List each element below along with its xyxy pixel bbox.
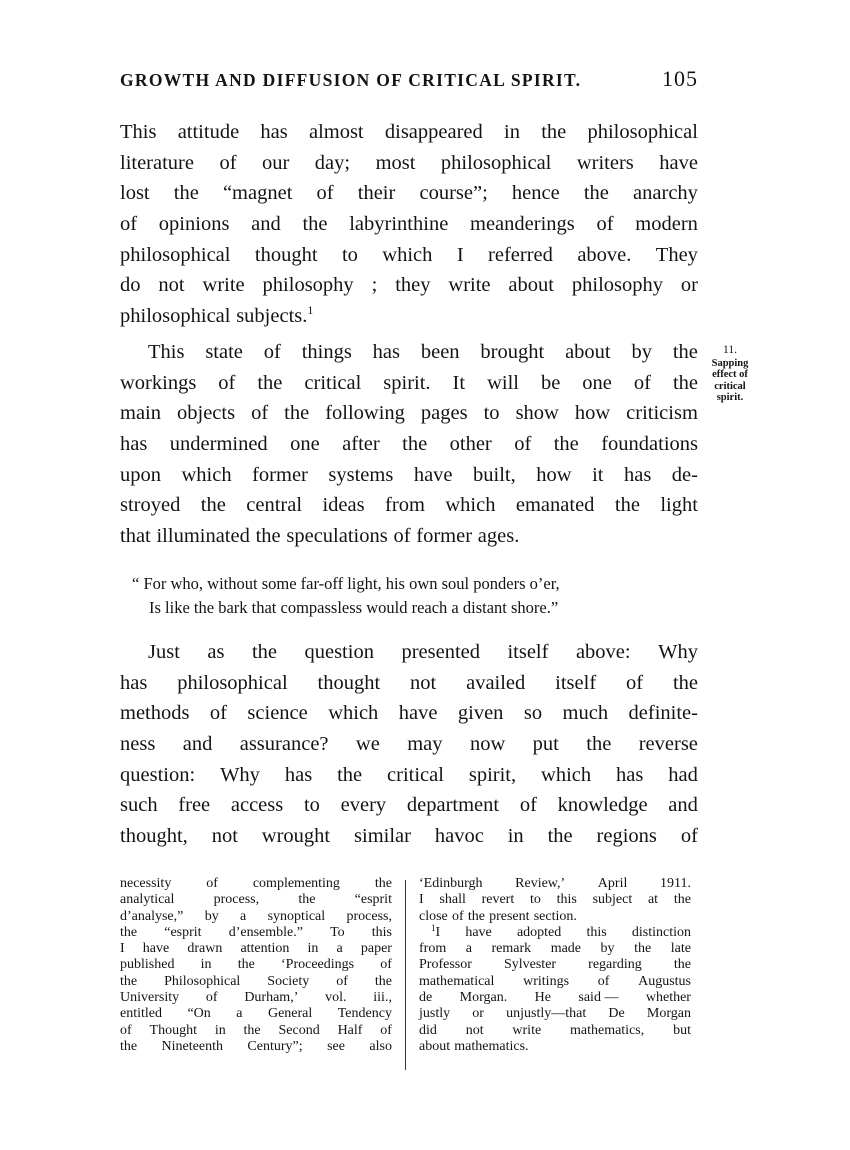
page-number: 105 (662, 66, 698, 91)
body-text-line: such free access to every department of knowledge and (120, 794, 698, 817)
body-text-line: has philosophical thought not availed itself of the (120, 671, 698, 694)
footnote-line: of Thought in the Second Half of (120, 1022, 392, 1038)
footnote-line: mathematical writings of Augustus (419, 973, 691, 989)
footnote-left-column (120, 876, 392, 1055)
verse-line-1: “ For who, without some far-off light, his own soul ponders o’er, (132, 574, 560, 593)
footnote-line: Professor Sylvester regarding the (419, 957, 691, 973)
footnote-line: $^1$I have adopted this distinction (431, 922, 691, 940)
margin-note-number: 11. (723, 344, 737, 356)
body-text-line: philosophical thought to which I referred above. They (120, 243, 698, 266)
body-text-line: that illuminated the speculations of former ages. (120, 525, 520, 548)
body-text-line: methods of science which have given so much definite- (120, 702, 698, 725)
body-text-line: has undermined one after the other of the foundations (120, 433, 698, 456)
body-text-line: lost the “magnet of their course”; hence the anarchy (120, 182, 698, 205)
body-text-line: stroyed the central ideas from which emanated the light (120, 494, 698, 517)
footnote-right-column (419, 876, 691, 1055)
margin-note-line: effect of (712, 369, 748, 381)
footnote-marker: 1 (431, 922, 436, 933)
footnote-line: analytical process, the “esprit (120, 892, 392, 908)
footnote-line: published in the ‘Proceedings of (120, 957, 392, 973)
footnote-line: about mathematics. (419, 1038, 529, 1054)
body-text-line: do not write philosophy ; they write about philosophy or (120, 274, 698, 297)
body-text-line: main objects of the following pages to show how criticism (120, 402, 698, 425)
footnote-line: the “esprit d’ensemble.” To this (120, 924, 392, 940)
footnote-line: justly or unjustly—that De Morgan (419, 1006, 691, 1022)
paragraph-3 (120, 637, 698, 852)
footnote-line: entitled “On a General Tendency (120, 1006, 392, 1022)
footnote-line: ‘Edinburgh Review,’ April 1911. (419, 876, 691, 891)
body-text-line: question: Why has the critical spirit, which has had (120, 763, 698, 786)
footnote-line: University of Durham,’ vol. iii., (120, 990, 392, 1006)
margin-note-text (701, 358, 759, 404)
running-header (120, 66, 698, 98)
footnote-marker: 1 (307, 303, 314, 318)
verse-line-2: Is like the bark that compassless would reach a distant shore.” (149, 598, 559, 617)
body-text-line: thought, not wrought similar havoc in the regions of (120, 825, 698, 848)
paragraph-1 (120, 117, 698, 332)
body-text-line: ness and assurance? we may now put the reverse (120, 733, 698, 756)
footnote-line: de Morgan. He said — whether (419, 990, 691, 1006)
body-text-line: This state of things has been brought about by the (148, 341, 698, 363)
margin-note-line: critical (714, 380, 746, 392)
footnote-line: d’analyse,” by a synoptical process, (120, 908, 392, 924)
body-text-line: upon which former systems have built, how it has de- (120, 463, 698, 486)
body-text-line: This attitude has almost disappeared in the philosophical (120, 121, 698, 143)
margin-note-line: spirit. (716, 392, 744, 404)
paragraph-2 (120, 337, 698, 552)
running-title: GROWTH AND DIFFUSION OF CRITICAL SPIRIT. (120, 70, 582, 90)
footnote-line: I shall revert to this subject at the (419, 892, 691, 908)
footnote-line: necessity of complementing the (120, 876, 392, 891)
footnote-line: the Philosophical Society of the (120, 973, 392, 989)
body-text-line: philosophical subjects.$^1$ (120, 303, 314, 328)
footnote-line: the Nineteenth Century”; see also (120, 1038, 392, 1054)
footnote-line: I have drawn attention in a paper (120, 941, 392, 957)
margin-note-line: Sapping (711, 357, 749, 369)
footnote-line: did not write mathematics, but (419, 1022, 691, 1038)
footnote-line: close of the present section. (419, 908, 577, 924)
body-text-line: Just as the question presented itself above: Why (148, 641, 698, 663)
body-text-line: workings of the critical spirit. It will be one of the (120, 371, 698, 394)
footnote-line: from a remark made by the late (419, 941, 691, 957)
body-text-line: literature of our day; most philosophical writers have (120, 151, 698, 174)
verse-quote (132, 572, 560, 620)
margin-note (701, 345, 759, 404)
footnote-column-divider (405, 880, 406, 1070)
body-text-line: of opinions and the labyrinthine meanderings of modern (120, 213, 698, 236)
